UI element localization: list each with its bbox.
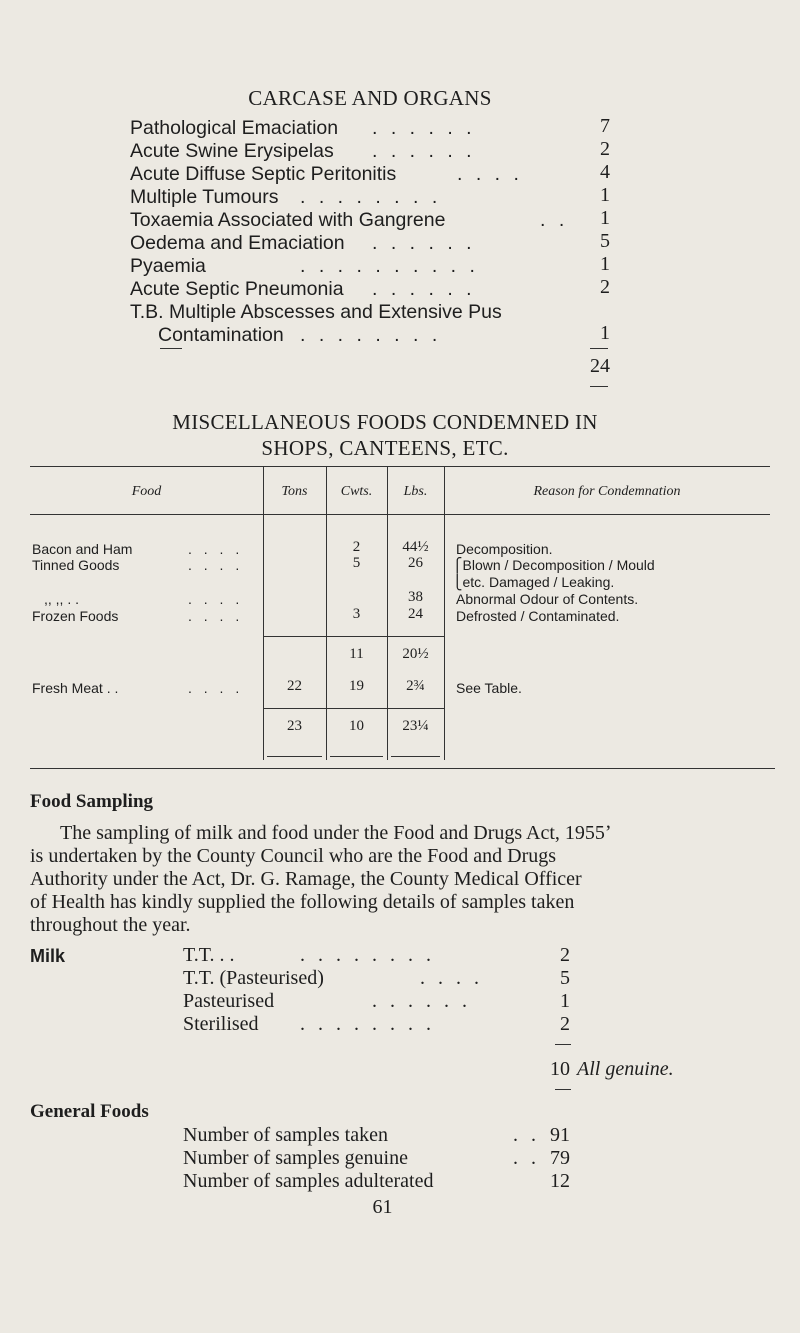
table-cell-reason: Defrosted / Contaminated.: [456, 608, 620, 624]
header-lbs: Lbs.: [403, 484, 428, 499]
table-cell-lbs: 24: [408, 606, 423, 622]
milk-label: Milk: [30, 946, 66, 966]
table-cell-reason: ⎩etc. Damaged / Leaking.: [452, 574, 615, 590]
table-cell-tons: 22: [287, 678, 302, 694]
list-item: [130, 209, 445, 232]
item-value: 7: [600, 115, 610, 137]
leader-dots: . . . .: [420, 967, 483, 989]
general-foods-label: General Foods: [30, 1101, 149, 1122]
leader-dots: . . . .: [188, 557, 244, 573]
leader-dots: . . . .: [188, 541, 244, 557]
subtable-rule: [263, 708, 444, 709]
item-label: Pathological Emaciation: [130, 117, 339, 139]
item-label: Multiple Tumours: [130, 186, 279, 208]
table-cell-lbs: 38: [408, 589, 423, 605]
list-item: Number of samples taken: [183, 1124, 388, 1146]
table-row-food: Bacon and Ham: [32, 541, 133, 557]
table-cell-lbs: 2¾: [406, 678, 425, 694]
item-value: 2: [560, 1013, 570, 1035]
table-cell-lbs: 26: [408, 555, 423, 571]
header-tons: Tons: [281, 484, 308, 499]
header-reason: Reason for Condemnation: [533, 484, 681, 499]
page-number: 61: [372, 1196, 393, 1218]
divider: [160, 348, 182, 349]
leader-dots: . . . . . . . .: [300, 944, 435, 966]
paragraph-line: throughout the year.: [30, 914, 191, 936]
list-item: Sterilised: [183, 1013, 259, 1035]
list-item: [130, 301, 502, 324]
item-value: 12: [550, 1170, 570, 1192]
leader-dots: . . . . . . . .: [300, 1013, 435, 1035]
table-cell-cwts: 5: [352, 555, 361, 571]
list-item: [130, 255, 206, 278]
col-divider: [444, 466, 445, 760]
divider: [590, 348, 608, 349]
list-item: [130, 278, 344, 301]
table-cell-cwts: 11: [349, 646, 364, 662]
table-cell-lbs: 44½: [402, 539, 429, 555]
leader-dots: . . . . . . . .: [300, 186, 442, 208]
header-divider: [30, 514, 770, 515]
paragraph-line: Authority under the Act, Dr. G. Ramage, the County Medical Officer: [30, 868, 582, 890]
table-row-food: Tinned Goods: [32, 557, 120, 573]
table-border-top: [30, 466, 770, 467]
list-item: T.T. (Pasteurised): [183, 967, 324, 989]
total-underline: [330, 756, 383, 757]
list-item: [130, 140, 334, 163]
leader-dots: . . . . . .: [372, 140, 476, 162]
list-item: [130, 186, 278, 209]
item-value: 5: [560, 967, 570, 989]
item-value: 1: [600, 253, 610, 275]
table-cell-tons: 23: [287, 718, 302, 734]
item-label: Acute Diffuse Septic Peritonitis: [130, 163, 397, 185]
table-cell-cwts: 2: [352, 539, 361, 555]
list-item: [130, 232, 345, 255]
milk-note: All genuine.: [577, 1058, 674, 1080]
leader-dots: . .: [540, 209, 569, 231]
item-value: 1: [600, 207, 610, 229]
misc-title-line1: MISCELLANEOUS FOODS CONDEMNED IN: [172, 410, 598, 434]
carcase-total: 24: [590, 355, 610, 377]
list-item: [158, 324, 284, 347]
table-cell-reason: Abnormal Odour of Contents.: [456, 591, 639, 607]
item-label: Oedema and Emaciation: [130, 232, 345, 254]
leader-dots: . . . . . .: [372, 278, 476, 300]
table-cell-cwts: 3: [352, 606, 361, 622]
item-value: 4: [600, 161, 610, 183]
item-value: 1: [600, 322, 610, 344]
item-value: 5: [600, 230, 610, 252]
sampling-heading: Food Sampling: [30, 791, 154, 812]
leader-dots: . .: [513, 1124, 540, 1146]
table-row-food: Fresh Meat . .: [32, 680, 119, 696]
table-cell-lbs: 23¼: [402, 718, 429, 734]
item-value: 91: [550, 1124, 570, 1146]
leader-dots: . . . . . . . . . .: [300, 255, 479, 277]
paragraph-line: The sampling of milk and food under the Food and Drugs Act, 1955ʼ: [60, 822, 612, 844]
item-value: 2: [600, 276, 610, 298]
paragraph-line: is undertaken by the County Council who are the Food and Drugs: [30, 845, 557, 867]
item-label: Toxaemia Associated with Gangrene: [130, 209, 446, 231]
leader-dots: . . . . . . . .: [300, 324, 442, 346]
table-row-food: Frozen Foods: [32, 608, 119, 624]
item-value: 1: [560, 990, 570, 1012]
item-label: Acute Swine Erysipelas: [130, 140, 334, 162]
subtable-rule: [263, 636, 444, 637]
item-label: Acute Septic Pneumonia: [130, 278, 344, 300]
misc-title-line2: SHOPS, CANTEENS, ETC.: [261, 436, 509, 460]
leader-dots: . . . . . .: [372, 232, 476, 254]
total-underline: [391, 756, 440, 757]
header-cwts: Cwts.: [340, 484, 373, 499]
leader-dots: . . . .: [188, 591, 244, 607]
item-value: 79: [550, 1147, 570, 1169]
table-row-food: ,, ,, . .: [44, 591, 80, 607]
table-cell-reason: See Table.: [456, 680, 522, 696]
list-item: Number of samples genuine: [183, 1147, 408, 1169]
divider: [555, 1089, 571, 1090]
leader-dots: . . . .: [188, 680, 244, 696]
leader-dots: . . . . . .: [372, 990, 471, 1012]
table-cell-reason: Decomposition.: [456, 541, 553, 557]
paragraph-line: of Health has kindly supplied the following details of samples taken: [30, 891, 575, 913]
table-border-bottom: [30, 768, 775, 769]
item-label: Pyaemia: [130, 255, 206, 277]
item-label: T.B. Multiple Abscesses and Extensive Pus: [130, 301, 502, 323]
table-cell-cwts: 19: [349, 678, 364, 694]
milk-total: 10: [550, 1058, 570, 1080]
list-item: T.T. . .: [183, 944, 235, 966]
col-divider: [263, 466, 264, 760]
divider: [555, 1044, 571, 1045]
total-underline: [267, 756, 322, 757]
list-item: [130, 117, 338, 140]
header-food: Food: [131, 484, 162, 499]
table-cell-lbs: 20½: [402, 646, 429, 662]
table-cell-reason: ⎧Blown / Decomposition / Mould: [452, 557, 655, 573]
carcase-title: CARCASE AND ORGANS: [248, 86, 492, 110]
divider: [590, 386, 608, 387]
item-label: Contamination: [158, 324, 284, 346]
list-item: Number of samples adulterated: [183, 1170, 434, 1192]
leader-dots: . . . .: [188, 608, 244, 624]
item-value: 2: [600, 138, 610, 160]
leader-dots: . .: [513, 1147, 540, 1169]
list-item: Pasteurised: [183, 990, 275, 1012]
item-value: 2: [560, 944, 570, 966]
leader-dots: . . . .: [457, 163, 523, 185]
leader-dots: . . . . . .: [372, 117, 476, 139]
list-item: [130, 163, 396, 186]
item-value: 1: [600, 184, 610, 206]
table-cell-cwts: 10: [349, 718, 364, 734]
